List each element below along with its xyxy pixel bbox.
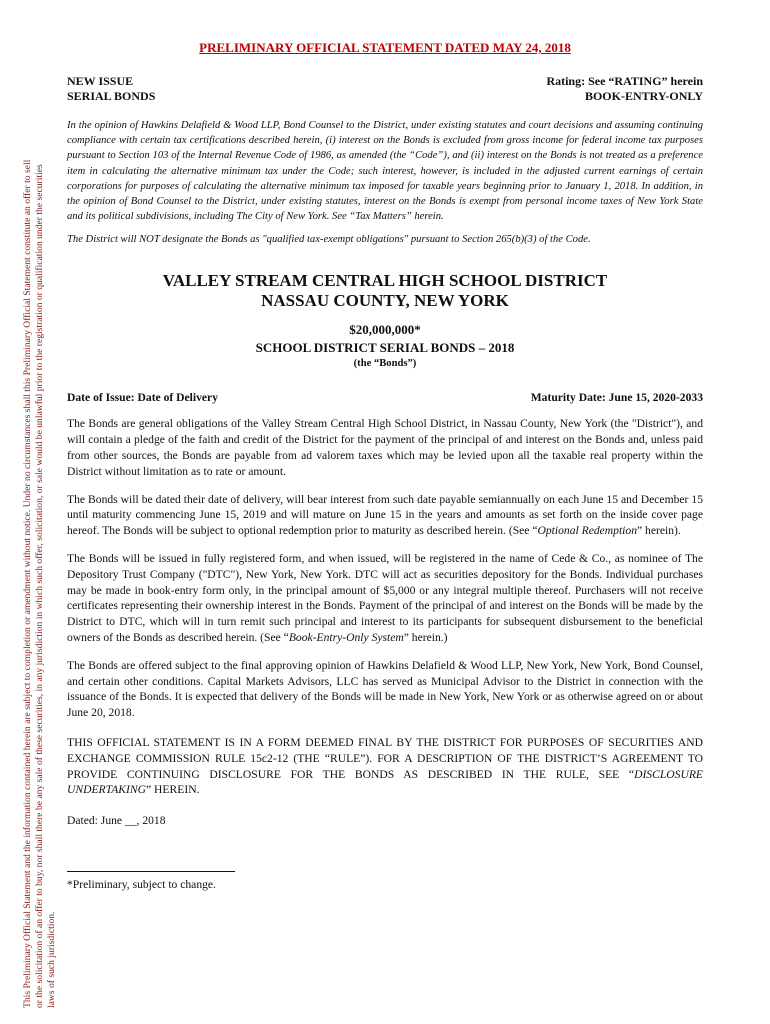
sidebar-line-1: This Preliminary Official Statement and the information contained herein are subject to completion or amendment without notice. Under no circumstances shall this Preliminary Official Statement constitute an offer to sell: [22, 159, 33, 1008]
sidebar-line-3: laws of such jurisdiction.: [46, 911, 57, 1008]
paragraph-final-form: [67, 735, 703, 798]
sidebar-line-2: or the solicitation of an offer to buy, nor shall there be any sale of these securities, in any jurisdiction in which such offer, solicitation, or sale would be unlawful prior to the registration or qualification under the securities: [34, 164, 45, 1008]
district-title: [67, 271, 703, 311]
paragraph-text: The Bonds will be dated their date of delivery, will bear interest from such date payable semiannually on each June 15 and December 15 until maturity commencing June 15, 2019 and will mature on June 15 in the years and amounts as set forth on the inside cover page hereof. The Bonds will be subject to optional redemption prior to maturity as described herein. (See “: [67, 492, 703, 538]
paragraph-text: The Bonds will be issued in fully registered form, and when issued, will be registered in the name of Cede & Co., as nominee of The Depository Trust Company ("DTC"), New York, New York. DTC will act as securities depository for the Bonds. Individual purchases may be made in book-entry form only, in the principal amount of $5,000 or any integral multiple thereof. Purchasers will not receive certificates representing their ownership interest in the Bonds. Payment of the principal of and interest on the Bonds will be made by the District to DTC, which will in turn remit such principal and interest to its participants for subsequent disbursement to the beneficial owners of the Bonds as described herein. (See “: [67, 552, 703, 644]
paragraph-text: THIS OFFICIAL STATEMENT IS IN A FORM DEEMED FINAL BY THE DISTRICT FOR PURPOSES OF SECURITIES AND EXCHANGE COMMISSION RULE 15c2-12 (THE “RULE”). FOR A DESCRIPTION OF THE DISTRICT’S AGREEMENT TO PROVIDE CONTINUING DISCLOSURE FOR THE BONDS AS DESCRIBED IN THE RULE, SEE “: [67, 735, 703, 781]
serial-bonds-label: SERIAL BONDS: [67, 89, 156, 103]
paragraph-text: ” HEREIN.: [146, 783, 200, 797]
rating-info: [546, 74, 703, 104]
bond-amount-block: [67, 321, 703, 357]
issue-header: [67, 74, 703, 104]
district-name: VALLEY STREAM CENTRAL HIGH SCHOOL DISTRICT: [162, 271, 608, 291]
tax-opinion-paragraph: In the opinion of Hawkins Delafield & Wood LLP, Bond Counsel to the District, under existing statutes and court decisions and assuming continuing compliance with certain tax certifications described herein, (i) interest on the Bonds is excluded from gross income for federal income tax purposes pursuant to Section 103 of the Internal Revenue Code of 1986, as amended (the “Code”), and (ii) interest on the Bonds is not treated as a preference item in calculating the alternative minimum tax under the Code; such interest, however, is included in the adjusted current earnings of certain corporations for purposes of calculating the alternative minimum tax imposed for taxable years beginning prior to January 1, 2018. In addition, in the opinion of Bond Counsel to the District, under existing statutes, interest on the Bonds is exempt from personal income taxes of New York State and its political subdivisions, including The City of New York. See “Tax Matters” herein.: [67, 120, 703, 223]
footnote-divider: [67, 871, 235, 872]
paragraph-registration: [67, 551, 703, 646]
preliminary-heading: PRELIMINARY OFFICIAL STATEMENT DATED MAY 24, 2018: [199, 40, 571, 55]
paragraph-interest-terms: [67, 492, 703, 539]
paragraph-text: ” herein.): [403, 630, 448, 644]
book-entry-reference: Book-Entry-Only System: [288, 630, 404, 644]
rating-label: Rating: See “RATING” herein: [546, 74, 703, 88]
date-of-issue: Date of Issue: Date of Delivery: [67, 391, 218, 405]
dated-line: Dated: June __, 2018: [67, 814, 166, 828]
official-statement-cover: [67, 40, 703, 891]
paragraph-offering: The Bonds are offered subject to the final approving opinion of Hawkins Delafield & Wood LLP, New York, New York, Bond Counsel, and certain other conditions. Capital Markets Advisors, LLC has served as Municipal Advisor to the District in connection with the issuance of the Bonds. It is expected that delivery of the Bonds will be made in New York, New York or as otherwise agreed on or about June 20, 2018.: [67, 658, 703, 720]
bond-amount: $20,000,000*: [349, 322, 421, 338]
maturity-date: Maturity Date: June 15, 2020-2033: [530, 391, 703, 405]
new-issue-label: NEW ISSUE: [67, 74, 134, 88]
disclosure-undertaking-reference: DISCLOSURE UNDERTAKING: [67, 767, 703, 797]
optional-redemption-reference: Optional Redemption: [537, 524, 637, 538]
issue-dates: [67, 391, 703, 404]
book-entry-label: BOOK-ENTRY-ONLY: [584, 89, 703, 103]
bonds-label: (the “Bonds”): [353, 358, 417, 370]
footnote: *Preliminary, subject to change.: [67, 878, 216, 892]
designation-paragraph: The District will NOT designate the Bonds as "qualified tax-exempt obligations" pursuant to Section 265(b)(3) of the Code.: [67, 234, 591, 246]
paragraph-general-obligations: The Bonds are general obligations of the Valley Stream Central High School District, in Nassau County, New York (the "District"), and will contain a pledge of the faith and credit of the District for the payment of the principal of and interest on the Bonds and, unless paid from other sources, the Bonds are payable from ad valorem taxes which may be levied upon all the taxable real property within the District without limitation as to rate or amount.: [67, 417, 703, 478]
county-name: NASSAU COUNTY, NEW YORK: [261, 291, 509, 311]
paragraph-text: ” herein).: [637, 524, 681, 538]
bond-name: SCHOOL DISTRICT SERIAL BONDS – 2018: [255, 340, 515, 356]
issue-type: [67, 74, 155, 104]
